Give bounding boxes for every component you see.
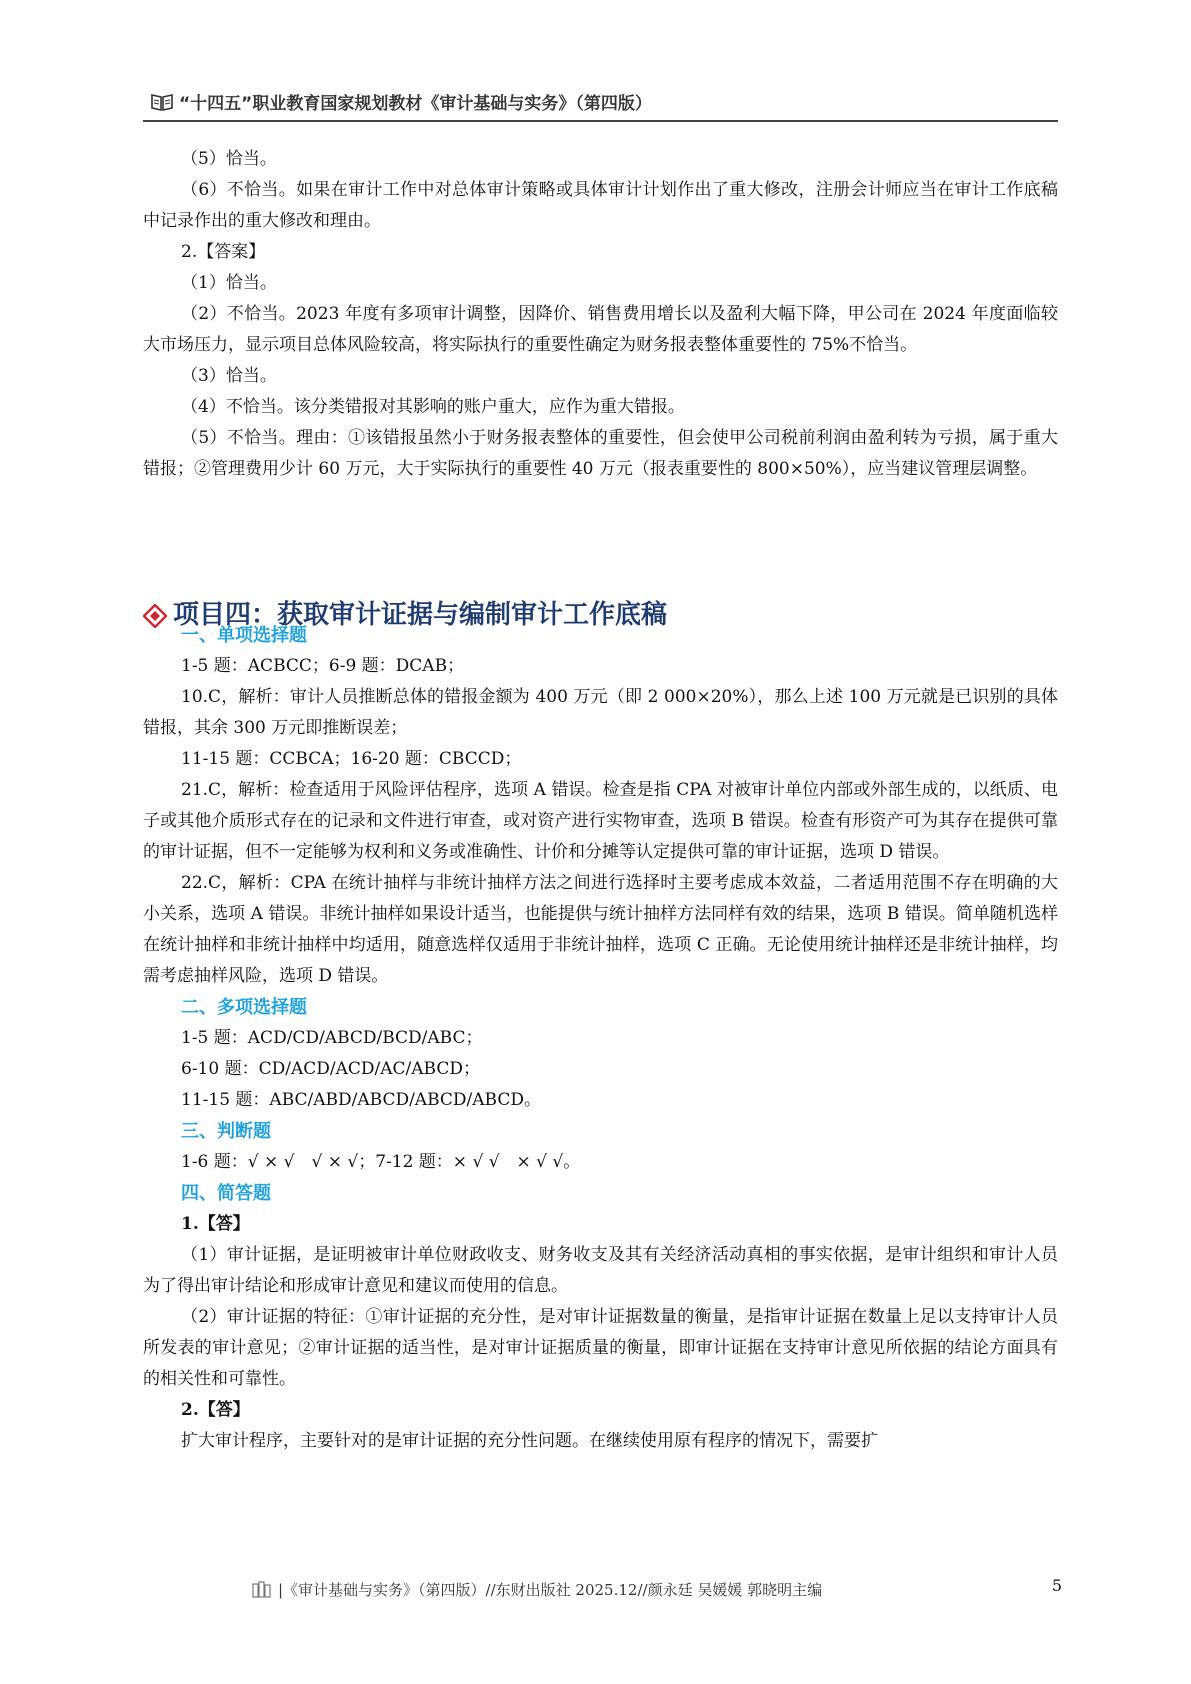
books-icon — [252, 1580, 272, 1598]
footer-citation: |《审计基础与实务》（第四版）//东财出版社 2025.12//颜永廷 吴媛媛 郭晓明主编 — [278, 1581, 823, 1599]
section-title-multi-choice: 二、多项选择题 — [181, 997, 307, 1018]
paragraph: （3）恰当。 — [181, 366, 277, 386]
page-footer — [252, 1576, 1062, 1602]
paragraph: 扩大审计程序，主要针对的是审计证据的充分性问题。在继续使用原有程序的情况下，需要扩 — [181, 1431, 878, 1451]
paragraph: （1）恰当。 — [181, 273, 277, 293]
section-title-single-choice: 一、单项选择题 — [181, 625, 307, 646]
paragraph: （5）不恰当。理由：①该错报虽然小于财务报表整体的重要性，但会使甲公司税前利润由盈利转为亏损，属于重大错报；②管理费用少计 60 万元，大于实际执行的重要性 40 万元（报表重要性的 800×50%），应当建议管理层调整。 — [143, 428, 1058, 479]
paragraph: （2）审计证据的特征：①审计证据的充分性，是对审计证据数量的衡量，是指审计证据在数量上足以支持审计人员所发表的审计意见；②审计证据的适当性，是对审计证据质量的衡量，即审计证据在支持审计意见所依据的结论方面具有的相关性和可靠性。 — [143, 1307, 1058, 1389]
paragraph: 21.C，解析：检查适用于风险评估程序，选项 A 错误。检查是指 CPA 对被审计单位内部或外部生成的，以纸质、电子或其他介质形式存在的记录和文件进行审查，或对资产进行实物审查，选项 B 错误。检查有形资产可为其存在提供可靠的审计证据，但不一定能够为权利和义务或准确性、计价和分摊等认定提供可靠的审计证据，选项 D 错误。 — [143, 780, 1058, 862]
paragraph: 11-15 题：CCBCA；16-20 题：CBCCD； — [181, 749, 522, 769]
paragraph: 1-5 题：ACBCC；6-9 题：DCAB； — [181, 656, 465, 676]
paragraph: （6）不恰当。如果在审计工作中对总体审计策略或具体审计计划作出了重大修改，注册会计师应当在审计工作底稿中记录作出的重大修改和理由。 — [143, 180, 1058, 231]
paragraph: （5）恰当。 — [181, 149, 277, 169]
paragraph: 11-15 题：ABC/ABD/ABCD/ABCD/ABCD。 — [181, 1090, 541, 1110]
answer-label: 2.【答】 — [181, 1400, 250, 1420]
content-bottom — [143, 620, 1058, 1457]
section-title-true-false: 三、判断题 — [181, 1121, 271, 1142]
paragraph: （1）审计证据，是证明被审计单位财政收支、财务收支及其有关经济活动真相的事实依据，是审计组织和审计人员为了得出审计结论和形成审计意见和建议而使用的信息。 — [143, 1245, 1058, 1296]
content-top — [143, 144, 1058, 485]
paragraph: （2）不恰当。2023 年度有多项审计调整，因降价、销售费用增长以及盈利大幅下降，甲公司在 2024 年度面临较大市场压力，显示项目总体风险较高，将实际执行的重要性确定为财务报表整体重要性的 75%不恰当。 — [143, 304, 1058, 355]
paragraph: 1-6 题：√ × √ √ × √；7-12 题：× √ √ × √ √。 — [181, 1152, 581, 1172]
page-header — [143, 86, 1058, 122]
open-book-icon — [151, 92, 173, 112]
paragraph: 6-10 题：CD/ACD/ACD/AC/ABCD； — [181, 1059, 480, 1079]
paragraph: 22.C，解析：CPA 在统计抽样与非统计抽样方法之间进行选择时主要考虑成本效益，二者适用范围不存在明确的大小关系，选项 A 错误。非统计抽样如果设计适当，也能提供与统计抽样方法同样有效的结果，选项 B 错误。简单随机选样在统计抽样和非统计抽样中均适用，随意选样仅适用于非统计抽样，选项 C 正确。无论使用统计抽样还是非统计抽样，均需考虑抽样风险，选项 D 错误。 — [143, 873, 1058, 986]
answer-label: 2.【答案】 — [181, 242, 266, 262]
project-title: 项目四：获取审计证据与编制审计工作底稿 — [173, 600, 668, 630]
paragraph: 10.C，解析：审计人员推断总体的错报金额为 400 万元（即 2 000×20%），那么上述 100 万元就是已识别的具体错报，其余 300 万元即推断误差； — [143, 687, 1058, 738]
paragraph: （4）不恰当。该分类错报对其影响的账户重大，应作为重大错报。 — [181, 397, 685, 417]
paragraph: 1-5 题：ACD/CD/ABCD/BCD/ABC； — [181, 1028, 483, 1048]
answer-label: 1.【答】 — [181, 1214, 250, 1234]
header-title: “十四五”职业教育国家规划教材《审计基础与实务》（第四版） — [179, 94, 652, 114]
section-title-short-answer: 四、简答题 — [181, 1183, 271, 1204]
page-number: 5 — [1051, 1576, 1062, 1595]
